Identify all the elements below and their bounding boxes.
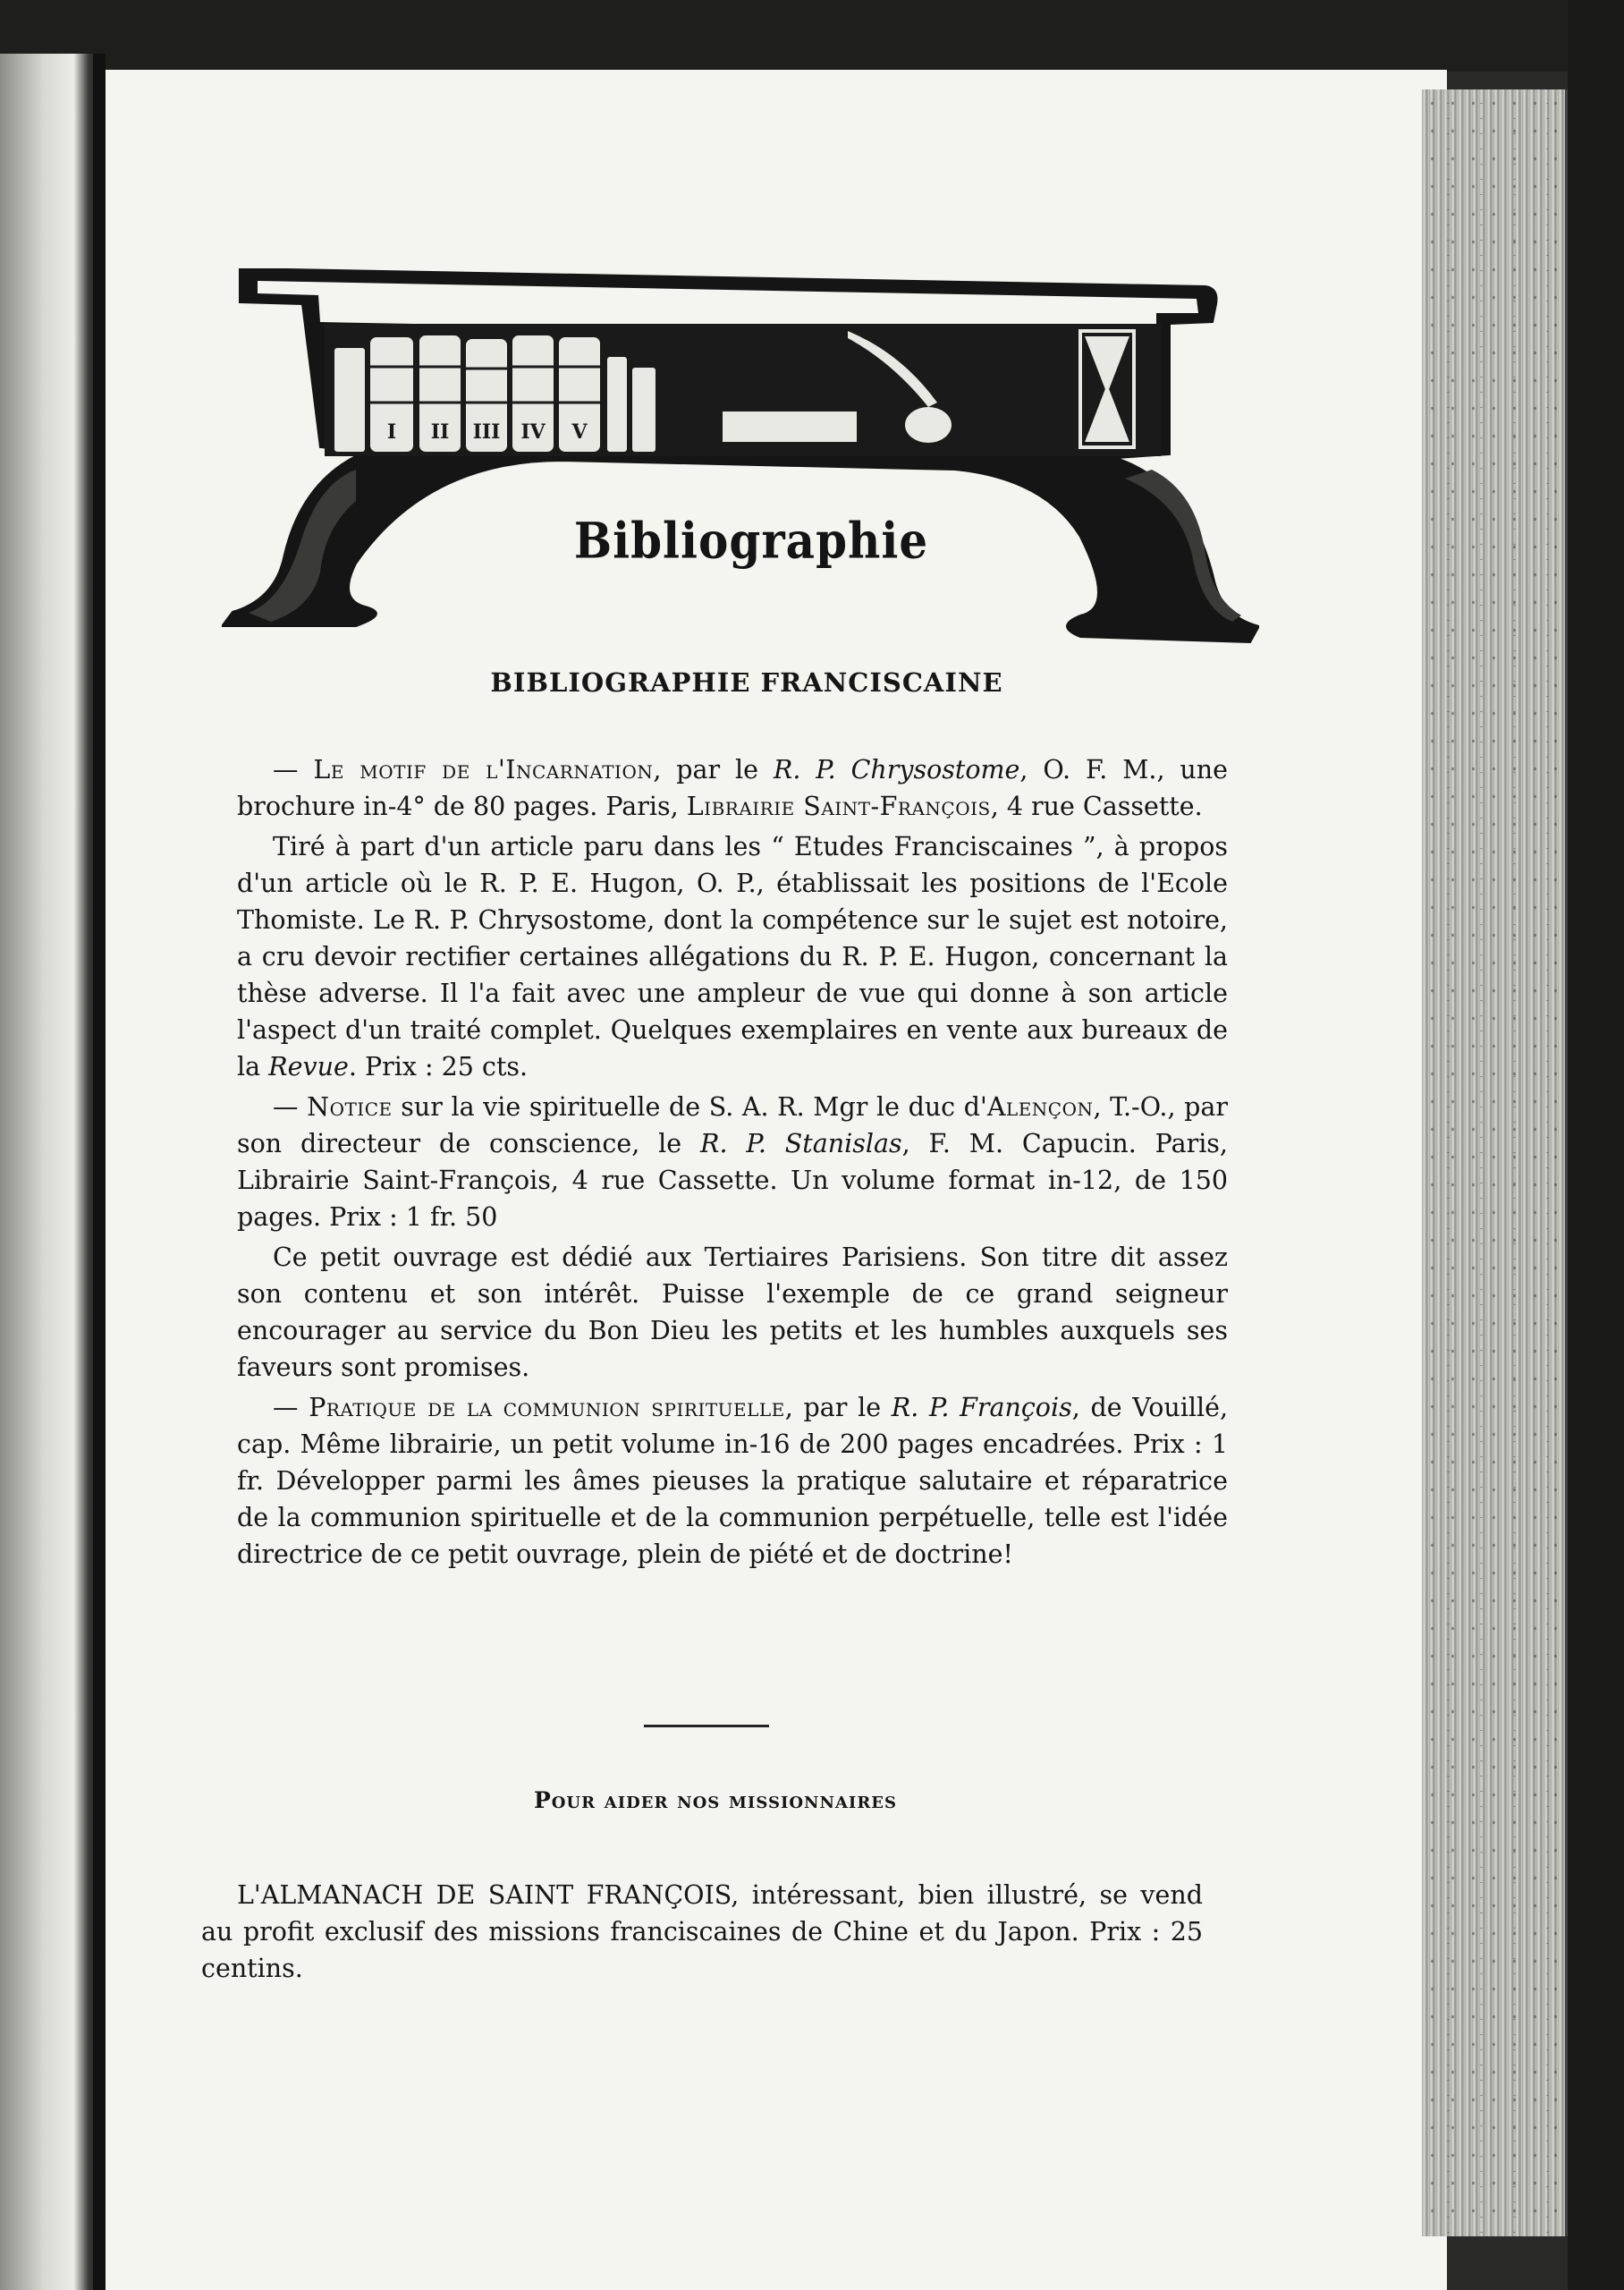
entry-3-citation: — Pratique de la communion spirituelle, par le R. P. François, de Vouillé, cap. Même librairie, un petit volume in-16 de 200 pages encadrées. Prix : 1 fr. Développer parmi les âmes pieuses la pratique salutaire et réparatrice de la communion spirituelle et de la communion perpétuelle, telle est l'idée directrice de ce petit ouvrage, plein de piété et de doctrine! xyxy=(237,1393,1229,1569)
left-page-edge xyxy=(0,54,98,2290)
almanach-paragraph xyxy=(201,1877,1203,1987)
section-title: BIBLIOGRAPHIE FRANCISCAINE xyxy=(490,667,1003,698)
entry-2-citation: — Notice sur la vie spirituelle de S. A. R. Mgr le duc d'Alençon, T.-O., par son directeur de conscience, le R. P. Stanislas, F. M. Capucin. Paris, Librairie Saint-François, 4 rue Cassette. Un volume format in-12, de 150 pages. Prix : 1 fr. 50 xyxy=(237,1092,1228,1232)
right-dark-border xyxy=(1568,0,1624,2290)
book-numeral-5: V xyxy=(571,420,588,444)
separator-rule xyxy=(644,1725,769,1727)
top-shadow xyxy=(0,0,1624,72)
book-1 xyxy=(334,347,366,453)
bookshelf-ornament xyxy=(222,268,1259,644)
book-numeral-2: II xyxy=(430,420,450,444)
entry-1-description: Tiré à part d'un article paru dans les “ Etudes Franciscaines ”, à propos d'un article où le R. P. E. Hugon, O. P., établissait les positions de l'Ecole Thomiste. Le R. P. Chrysostome, dont la compétence sur le sujet est notoire, a cru devoir rectifier certaines allégations du R. P. E. Hugon, concernant la thèse adverse. Il l'a fait avec une ampleur de vue qui donne à son article l'aspect d'un traité complet. Quelques exemplaires en vente aux bureaux de la Revue. Prix : 25 cts. xyxy=(237,832,1228,1081)
inkwell xyxy=(905,407,952,443)
book-numeral-1: I xyxy=(386,420,397,444)
almanach-text: L'ALMANACH DE SAINT FRANÇOIS, intéressant, bien illustré, se vend au profit exclusif des missions franciscaines de Chine et du Japon. Prix : 25 centins. xyxy=(201,1880,1203,1983)
book-numeral-4: IV xyxy=(520,420,546,444)
book-7 xyxy=(606,356,628,453)
bibliography-body xyxy=(237,751,1228,1573)
missions-heading: Pour aider nos missionnaires xyxy=(533,1787,898,1813)
book-numeral-3: III xyxy=(472,420,501,444)
papers xyxy=(723,411,857,442)
page-header-title: Bibliographie xyxy=(573,512,929,570)
entry-1-citation: — Le motif de l'Incarnation, par le R. P. Chrysostome, O. F. M., une brochure in-4° de 80 pages. Paris, Librairie Saint-François, 4 rue Cassette. xyxy=(237,755,1228,821)
entry-2-description: Ce petit ouvrage est dédié aux Tertiaires Parisiens. Son titre dit assez son contenu et son intérêt. Puisse l'exemple de ce grand seigneur encourager au service du Bon Dieu les petits et les humbles auxquels ses faveurs sont promises. xyxy=(237,1243,1228,1382)
book-gutter xyxy=(93,54,106,2290)
page-stack-speckle xyxy=(1422,89,1565,2236)
book-8 xyxy=(631,367,656,453)
